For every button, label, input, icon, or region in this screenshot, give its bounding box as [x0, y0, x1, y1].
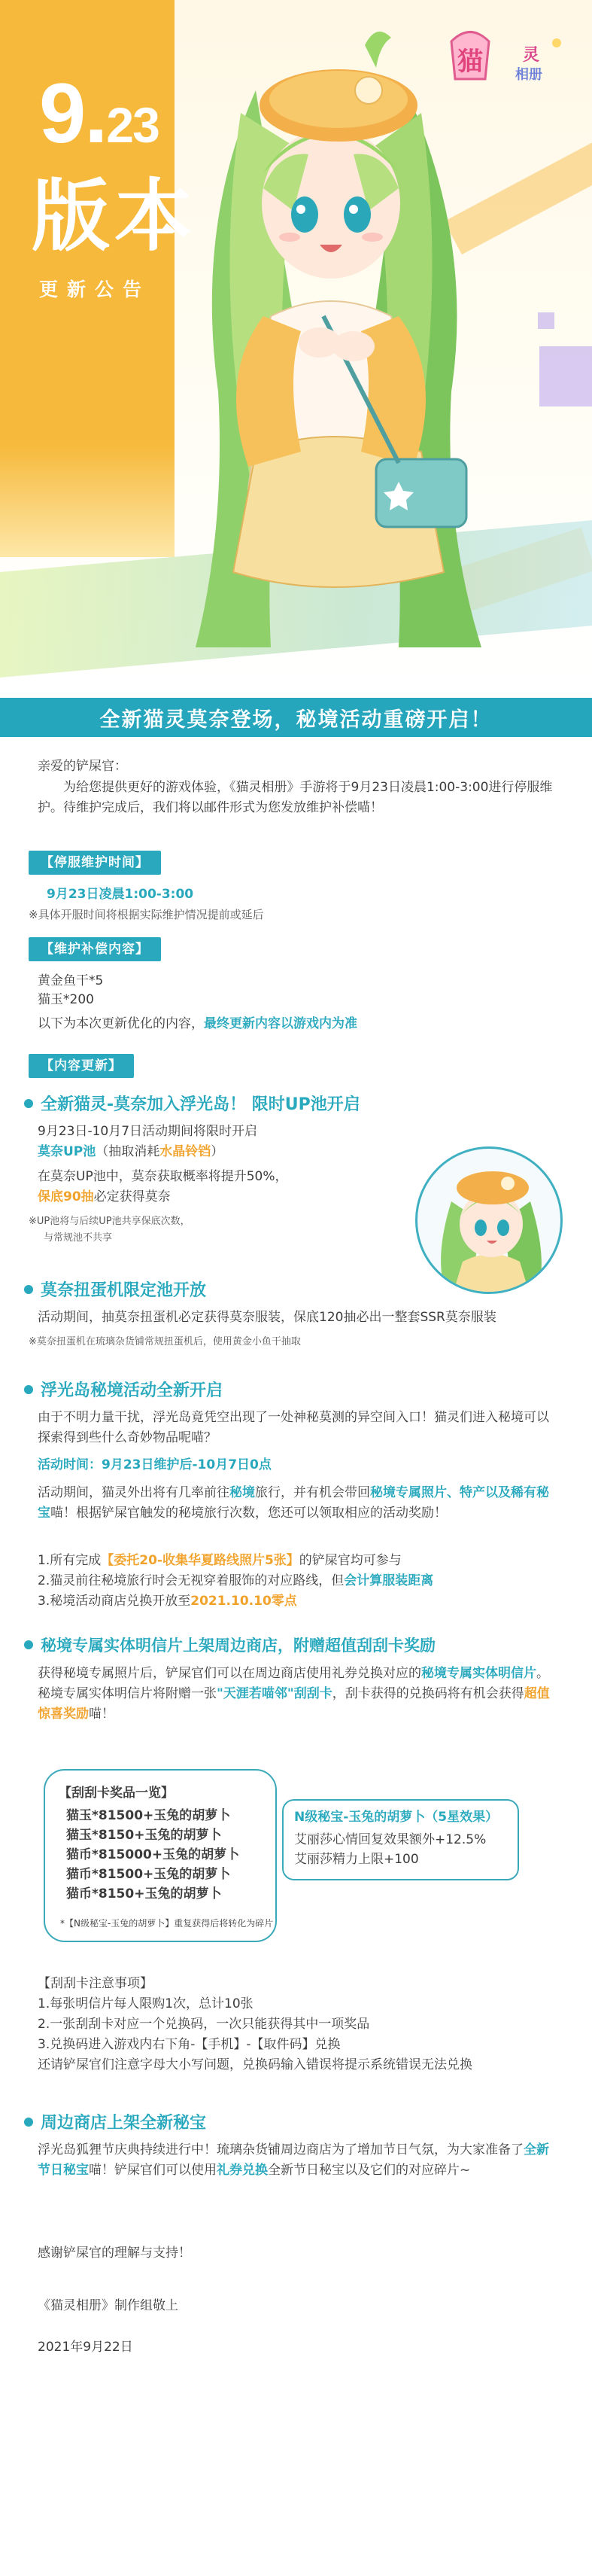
s3-paragraph: 由于不明力量干扰，浮光岛竟凭空出现了一处神秘莫测的异空间入口！猫灵们进入秘境可以探索得到些什么奇妙物品呢喵？ [38, 1410, 549, 1445]
s1-note1: ※UP池将与后续UP池共享保底次数， [29, 1216, 190, 1227]
treasure-card [282, 1799, 519, 1880]
version-subtitle: 更新公告 [39, 279, 151, 300]
s1-line3: 在莫奈UP池中，莫奈获取概率将提升50%， [38, 1169, 288, 1184]
scratch-rule-1: 1.每张明信片每人限购1次，总计10张 [38, 1996, 253, 2011]
prize-item: 猫玉*81500+玉兔的胡萝卜 [66, 1808, 231, 1823]
scratch-rules-header: 【刮刮卡注意事项】 [38, 1976, 153, 1991]
s1-note2: 与常规池不共享 [44, 1232, 113, 1244]
greeting: 亲爱的铲屎官： [38, 759, 127, 774]
section-title-secret-realm: 浮光岛秘境活动全新开启 [24, 1378, 223, 1401]
logo-graphic [440, 26, 575, 87]
version-date: 9.23 [39, 66, 159, 160]
prize-list-box [44, 1769, 277, 1942]
tag-content-update: 【内容更新】 [29, 1054, 134, 1078]
s3-rule-2: 2.猫灵前往秘境旅行时会无视穿着服饰的对应路线，但会计算服装距离 [38, 1573, 434, 1588]
tag-compensation: 【维护补偿内容】 [29, 937, 161, 961]
scratch-rule-4: 还请铲屎官们注意字母大小写问题，兑换码输入错误将提示系统错误无法兑换 [38, 2057, 472, 2072]
game-logo [440, 26, 575, 87]
monet-portrait [415, 1146, 563, 1294]
prize-item: 猫玉*8150+玉兔的胡萝卜 [66, 1828, 222, 1843]
s1-line4: 保底90抽必定获得莫奈 [38, 1189, 171, 1204]
monet-portrait-graphic [417, 1149, 563, 1294]
s3-rule-3: 3.秘境活动商店兑换开放至2021.10.10零点 [38, 1594, 297, 1609]
prize-item: 猫币*815000+玉兔的胡萝卜 [66, 1847, 240, 1862]
closing-signature: 《猫灵相册》制作组敬上 [38, 2298, 178, 2313]
treasure-effect-1: 艾丽莎心情回复效果额外+12.5% [294, 1832, 487, 1847]
decor-square [539, 346, 592, 406]
section-title-postcard: 秘境专属实体明信片上架周边商店，附赠超值刮刮卡奖励 [24, 1634, 436, 1656]
headline-banner: 全新猫灵莫奈登场，秘境活动重磅开启！ [0, 698, 592, 737]
closing-thanks: 感谢铲屎官的理解与支持！ [38, 2246, 191, 2261]
scratch-rule-3: 3.兑换码进入游戏内右下角-【手机】-【取件码】兑换 [38, 2037, 341, 2052]
maintenance-time: 9月23日凌晨1:00-3:00 [47, 887, 194, 902]
bullet-dot [24, 2118, 33, 2127]
intro-paragraph: 为给您提供更好的游戏体验，《猫灵相册》手游将于9月23日凌晨1:00-3:00进行停服维护。待维护完成后，我们将以邮件形式为您发放维护补偿喵！ [38, 780, 553, 815]
hero-band-fade [0, 444, 175, 557]
s2-text: 活动期间，抽莫奈扭蛋机必定获得莫奈服装，保底120抽必出一整套SSR莫奈服装 [38, 1310, 496, 1325]
character-illustration [150, 0, 512, 662]
announcement-body [0, 681, 592, 2576]
section-title-monet-pool: 全新猫灵-莫奈加入浮光岛！ 限时UP池开启 [24, 1092, 360, 1115]
compensation-item-fish: 黄金鱼干*5 [38, 973, 104, 988]
version-title: 版本 [32, 170, 198, 262]
treasure-title: N级秘宝-玉兔的胡萝卜（5星效果） [294, 1810, 499, 1825]
s5-paragraph: 浮光岛狐狸节庆典持续进行中！琉璃杂货铺周边商店为了增加节日气氛，为大家准备了全新节日秘宝喵！铲屎官们可以使用礼券兑换全新节日秘宝以及它们的对应碎片~ [38, 2142, 549, 2178]
hero-section [0, 0, 592, 681]
prize-item: 猫币*8150+玉兔的胡萝卜 [66, 1886, 222, 1902]
bullet-dot [24, 1099, 33, 1108]
compensation-item-jade: 猫玉*200 [38, 992, 94, 1007]
s4-paragraph: 获得秘境专属照片后，铲屎官们可以在周边商店使用礼券兑换对应的秘境专属实体明信片。秘境专属实体明信片将附赠一张"天涯若喵邻"刮刮卡，刮卡获得的兑换码将有机会获得超值惊喜奖励喵！ [38, 1666, 550, 1722]
section-title-gashapon: 莫奈扭蛋机限定池开放 [24, 1277, 206, 1301]
prize-item: 猫币*81500+玉兔的胡萝卜 [66, 1867, 231, 1882]
prize-footnote: *【N级秘宝-玉兔的胡萝卜】重复获得后将转化为碎片 [60, 1918, 274, 1929]
svg-text:灵: 灵 [523, 46, 540, 65]
bullet-dot [24, 1385, 33, 1394]
s3-time: 活动时间：9月23日维护后-10月7日0点 [38, 1457, 272, 1472]
s1-line2: 莫奈UP池（抽取消耗水晶铃铛） [38, 1144, 224, 1159]
s1-line1: 9月23日-10月7日活动期间将限时开启 [38, 1124, 258, 1139]
bullet-dot [24, 1285, 33, 1294]
compensation-tail: 以下为本次更新优化的内容，最终更新内容以游戏内为准 [38, 1016, 357, 1031]
tag-maintenance-time: 【停服维护时间】 [29, 851, 161, 875]
s3-rule-1: 1.所有完成【委托20-收集华夏路线照片5张】的铲屎官均可参与 [38, 1553, 402, 1568]
bullet-dot [24, 1640, 33, 1649]
s3-paragraph-2: 活动期间，猫灵外出将有几率前往秘境旅行，并有机会带回秘境专属照片、特产以及稀有秘宝喵！根据铲屎官触发的秘境旅行次数，您还可以领取相应的活动奖励！ [38, 1485, 549, 1521]
prize-header: 【刮刮卡奖品一览】 [59, 1786, 174, 1801]
closing-date: 2021年9月22日 [38, 2340, 133, 2355]
s2-note: ※莫奈扭蛋机在琉璃杂货铺常规扭蛋机后，使用黄金小鱼干抽取 [29, 1336, 301, 1347]
maintenance-note: ※具体开服时间将根据实际维护情况提前或延后 [29, 908, 264, 921]
section-title-new-treasure: 周边商店上架全新秘宝 [24, 2110, 206, 2133]
svg-text:相册: 相册 [515, 67, 542, 83]
decor-square-small [538, 312, 554, 329]
treasure-effect-2: 艾丽莎精力上限+100 [294, 1852, 419, 1867]
scratch-rule-2: 2.一张刮刮卡对应一个兑换码，一次只能获得其中一项奖品 [38, 2017, 370, 2032]
svg-text:猫: 猫 [457, 47, 483, 77]
